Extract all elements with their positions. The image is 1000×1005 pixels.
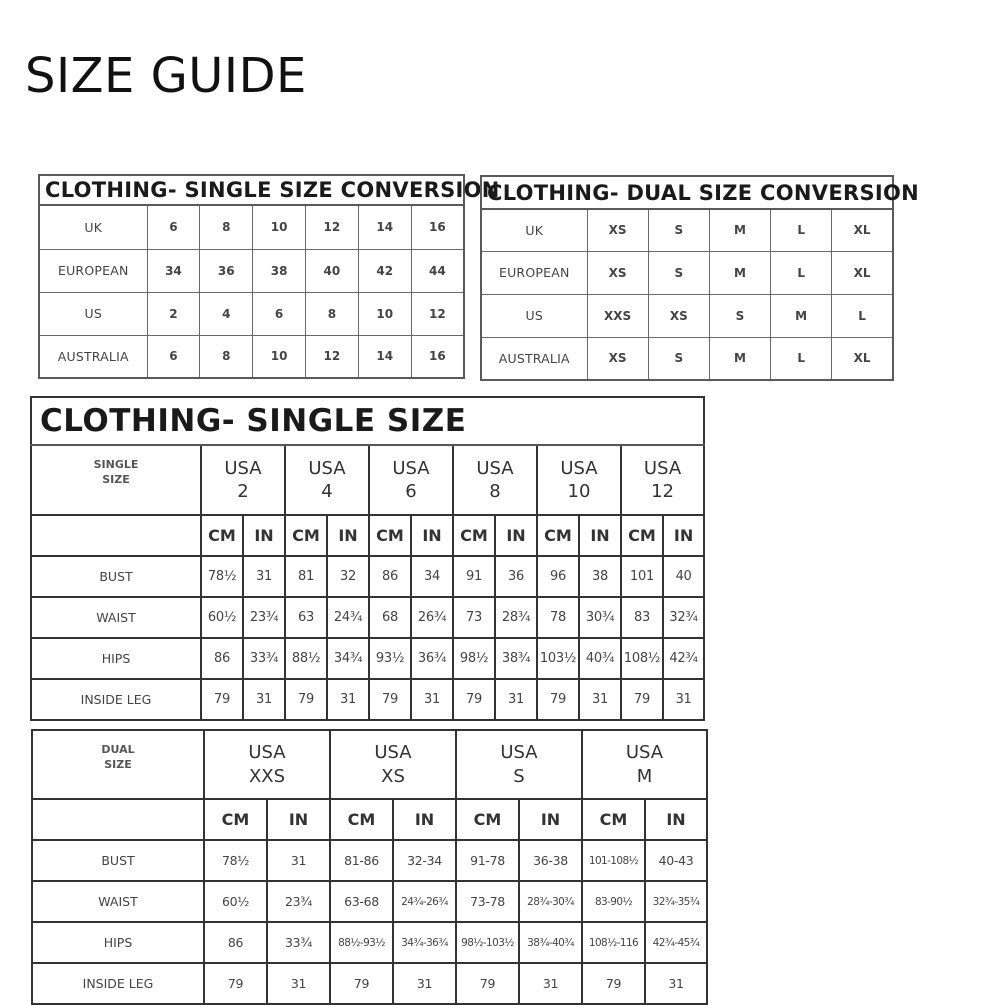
unit-in: IN — [579, 515, 621, 556]
table-cell: XL — [832, 337, 893, 380]
table-cell: 31 — [411, 679, 453, 720]
unit-cm: CM — [453, 515, 495, 556]
size-region: USA — [248, 742, 286, 764]
row-label: INSIDE LEG — [32, 963, 204, 1004]
table-row — [32, 922, 707, 963]
table-cell: 60½ — [201, 597, 243, 638]
table-cell: S — [648, 251, 709, 294]
table-cell: 12 — [305, 205, 358, 249]
table-cell: 79 — [330, 963, 393, 1004]
size-header-row — [31, 445, 704, 515]
table-cell: 33¾ — [267, 922, 330, 963]
unit-in: IN — [243, 515, 285, 556]
table-cell: 73 — [453, 597, 495, 638]
size-region: USA — [643, 457, 682, 479]
table-row — [481, 294, 893, 337]
table-cell: 16 — [411, 335, 464, 378]
unit-header-row — [31, 515, 704, 556]
row-label: HIPS — [31, 638, 201, 679]
table-cell: 6 — [147, 205, 200, 249]
row-label: INSIDE LEG — [31, 679, 201, 720]
unit-in: IN — [519, 799, 582, 840]
table-row — [481, 337, 893, 380]
single-size-measurements-table — [30, 396, 705, 721]
table-cell: 4 — [200, 292, 253, 335]
size-region: USA — [392, 457, 430, 479]
table-cell: 31 — [243, 679, 285, 720]
unit-cm: CM — [537, 515, 579, 556]
unit-in: IN — [645, 799, 707, 840]
row-label: HIPS — [32, 922, 204, 963]
table-cell: 28¾ — [495, 597, 537, 638]
size-value: M — [636, 765, 653, 787]
table-cell: 93½ — [369, 638, 411, 679]
table-cell: 14 — [358, 205, 411, 249]
table-row — [31, 638, 704, 679]
table-cell: 91 — [453, 556, 495, 597]
table-cell: 33¾ — [243, 638, 285, 679]
table-title: CLOTHING- DUAL SIZE CONVERSION — [481, 176, 893, 209]
table-cell: 8 — [200, 205, 253, 249]
table-cell: XS — [587, 251, 648, 294]
table-cell: 31 — [267, 840, 330, 881]
unit-cm: CM — [621, 515, 663, 556]
corner-label — [32, 730, 204, 799]
table-cell: S — [648, 337, 709, 380]
table-row — [32, 881, 707, 922]
unit-cm: CM — [369, 515, 411, 556]
table-cell: 101 — [621, 556, 663, 597]
single-size-conversion-table — [38, 174, 500, 379]
table-cell: 10 — [358, 292, 411, 335]
table-cell: 83-90½ — [582, 881, 645, 922]
table-row — [39, 249, 464, 292]
blank-cell — [31, 515, 201, 556]
table-cell: 12 — [305, 335, 358, 378]
table-cell: 38 — [253, 249, 306, 292]
table-cell: 2 — [147, 292, 200, 335]
dual-size-measurements-table — [31, 729, 708, 1005]
table-row — [31, 556, 704, 597]
size-column-header — [201, 445, 285, 515]
size-region: USA — [308, 457, 346, 479]
row-label: US — [481, 294, 587, 337]
table-cell: 30¾ — [579, 597, 621, 638]
table-cell: 31 — [645, 963, 707, 1004]
table-cell: 79 — [456, 963, 519, 1004]
table-cell: 68 — [369, 597, 411, 638]
table-row — [39, 335, 464, 378]
size-value: 8 — [489, 481, 501, 502]
table-cell: 34¾-36¾ — [393, 922, 456, 963]
table-cell: 32¾ — [663, 597, 704, 638]
table-cell: 101-108½ — [582, 840, 645, 881]
table-cell: 79 — [369, 679, 411, 720]
table-cell: 79 — [204, 963, 267, 1004]
table-cell: XL — [832, 209, 893, 251]
unit-in: IN — [411, 515, 453, 556]
table-cell: S — [709, 294, 770, 337]
table-cell: 98½ — [453, 638, 495, 679]
size-value: 12 — [651, 481, 674, 502]
table-cell: 32¾-35¾ — [645, 881, 707, 922]
table-cell: 103½ — [537, 638, 579, 679]
size-value: 10 — [567, 481, 591, 502]
table-cell: 16 — [411, 205, 464, 249]
row-label: BUST — [31, 556, 201, 597]
unit-cm: CM — [456, 799, 519, 840]
table-cell: 40¾ — [579, 638, 621, 679]
table-cell: 8 — [200, 335, 253, 378]
table-title: CLOTHING- SINGLE SIZE — [31, 397, 704, 445]
table-cell: 81-86 — [330, 840, 393, 881]
table-cell: 40-43 — [645, 840, 707, 881]
size-region: USA — [625, 742, 664, 764]
row-label: AUSTRALIA — [481, 337, 587, 380]
row-label: US — [39, 292, 147, 335]
table-row — [39, 292, 464, 335]
table-cell: 88½ — [285, 638, 327, 679]
table-cell: 31 — [663, 679, 704, 720]
table-cell: S — [648, 209, 709, 251]
table-cell: 31 — [579, 679, 621, 720]
table-cell: 81 — [285, 556, 327, 597]
size-header-row — [32, 730, 707, 799]
table-cell: 63 — [285, 597, 327, 638]
size-value: 4 — [321, 481, 333, 502]
corner-label-line: SINGLE — [93, 458, 139, 471]
size-value: S — [513, 765, 525, 787]
table-cell: 34 — [147, 249, 200, 292]
table-cell: 28¾-30¾ — [519, 881, 582, 922]
size-value: XS — [381, 765, 405, 787]
table-cell: L — [771, 209, 832, 251]
table-cell: 31 — [267, 963, 330, 1004]
unit-in: IN — [663, 515, 704, 556]
table-cell: 31 — [243, 556, 285, 597]
table-row — [32, 840, 707, 881]
unit-in: IN — [327, 515, 369, 556]
table-cell: 98½-103½ — [456, 922, 519, 963]
table-cell: 42 — [358, 249, 411, 292]
row-label: WAIST — [32, 881, 204, 922]
row-label: BUST — [32, 840, 204, 881]
size-region: USA — [224, 457, 262, 479]
corner-label-line: SIZE — [102, 472, 130, 486]
table-cell: 79 — [201, 679, 243, 720]
table-cell: 36 — [200, 249, 253, 292]
blank-cell — [32, 799, 204, 840]
size-region: USA — [560, 457, 598, 479]
size-region: USA — [374, 742, 412, 764]
unit-cm: CM — [330, 799, 393, 840]
table-row — [481, 209, 893, 251]
table-cell: 36¾ — [411, 638, 453, 679]
table-cell: 12 — [411, 292, 464, 335]
size-column-header — [456, 730, 582, 799]
table-cell: 31 — [393, 963, 456, 1004]
table-cell: L — [771, 251, 832, 294]
table-cell: 44 — [411, 249, 464, 292]
table-cell: M — [709, 251, 770, 294]
row-label: WAIST — [31, 597, 201, 638]
table-cell: 40 — [305, 249, 358, 292]
table-cell: L — [832, 294, 893, 337]
table-cell: 79 — [453, 679, 495, 720]
row-label: EUROPEAN — [481, 251, 587, 294]
row-label: AUSTRALIA — [39, 335, 147, 378]
size-column-header — [453, 445, 537, 515]
table-row — [31, 679, 704, 720]
table-cell: 40 — [663, 556, 704, 597]
page-title: SIZE GUIDE — [25, 48, 307, 104]
size-column-header — [537, 445, 621, 515]
table-cell: 32-34 — [393, 840, 456, 881]
table-cell: 10 — [253, 335, 306, 378]
table-cell: 38¾ — [495, 638, 537, 679]
unit-cm: CM — [285, 515, 327, 556]
size-column-header — [621, 445, 704, 515]
unit-header-row — [32, 799, 707, 840]
table-cell: 31 — [327, 679, 369, 720]
table-cell: 96 — [537, 556, 579, 597]
table-cell: M — [709, 209, 770, 251]
table-cell: 10 — [253, 205, 306, 249]
size-column-header — [285, 445, 369, 515]
unit-cm: CM — [201, 515, 243, 556]
table-cell: M — [709, 337, 770, 380]
size-value: XXS — [248, 765, 286, 787]
table-row — [39, 205, 464, 249]
table-cell: 31 — [495, 679, 537, 720]
size-column-header — [369, 445, 453, 515]
row-label: EUROPEAN — [39, 249, 147, 292]
table-row — [32, 963, 707, 1004]
row-label: UK — [39, 205, 147, 249]
table-cell: 36-38 — [519, 840, 582, 881]
table-cell: 8 — [305, 292, 358, 335]
table-cell: XS — [648, 294, 709, 337]
table-cell: 86 — [204, 922, 267, 963]
table-cell: 24¾-26¾ — [393, 881, 456, 922]
table-cell: 60½ — [204, 881, 267, 922]
table-cell: 73-78 — [456, 881, 519, 922]
table-cell: 86 — [201, 638, 243, 679]
table-cell: 108½ — [621, 638, 663, 679]
table-cell: 31 — [519, 963, 582, 1004]
table-cell: 79 — [582, 963, 645, 1004]
table-cell: 24¾ — [327, 597, 369, 638]
table-cell: 26¾ — [411, 597, 453, 638]
table-cell: XXS — [587, 294, 648, 337]
table-cell: 34¾ — [327, 638, 369, 679]
table-cell: XL — [832, 251, 893, 294]
table-cell: 38¾-40¾ — [519, 922, 582, 963]
table-cell: 78½ — [204, 840, 267, 881]
unit-in: IN — [393, 799, 456, 840]
size-region: USA — [500, 742, 538, 764]
table-cell: XS — [587, 209, 648, 251]
table-cell: 63-68 — [330, 881, 393, 922]
table-cell: 32 — [327, 556, 369, 597]
size-region: USA — [476, 457, 514, 479]
table-cell: 83 — [621, 597, 663, 638]
table-cell: 23¾ — [267, 881, 330, 922]
table-title: CLOTHING- SINGLE SIZE CONVERSION — [39, 175, 464, 205]
table-cell: 108½-116 — [582, 922, 645, 963]
table-cell: 6 — [147, 335, 200, 378]
unit-cm: CM — [582, 799, 645, 840]
table-cell: 79 — [537, 679, 579, 720]
table-cell: 88½-93½ — [330, 922, 393, 963]
table-cell: 79 — [621, 679, 663, 720]
dual-size-conversion-table — [480, 175, 920, 381]
table-cell: 6 — [253, 292, 306, 335]
size-column-header — [330, 730, 456, 799]
corner-label — [31, 445, 201, 515]
corner-label-line: DUAL — [101, 743, 135, 756]
table-cell: 78½ — [201, 556, 243, 597]
table-cell: 23¾ — [243, 597, 285, 638]
table-cell: 79 — [285, 679, 327, 720]
table-cell: 78 — [537, 597, 579, 638]
table-cell: 14 — [358, 335, 411, 378]
size-column-header — [582, 730, 707, 799]
table-cell: 34 — [411, 556, 453, 597]
table-cell: XS — [587, 337, 648, 380]
table-cell: 42¾-45¾ — [645, 922, 707, 963]
table-cell: 38 — [579, 556, 621, 597]
unit-in: IN — [267, 799, 330, 840]
table-cell: M — [771, 294, 832, 337]
size-value: 2 — [237, 481, 249, 502]
row-label: UK — [481, 209, 587, 251]
size-column-header — [204, 730, 330, 799]
table-cell: 36 — [495, 556, 537, 597]
table-cell: L — [771, 337, 832, 380]
table-row — [31, 597, 704, 638]
table-cell: 42¾ — [663, 638, 704, 679]
unit-cm: CM — [204, 799, 267, 840]
table-cell: 86 — [369, 556, 411, 597]
unit-in: IN — [495, 515, 537, 556]
table-row — [481, 251, 893, 294]
size-value: 6 — [405, 481, 417, 502]
table-cell: 91-78 — [456, 840, 519, 881]
corner-label-line: SIZE — [104, 757, 132, 771]
